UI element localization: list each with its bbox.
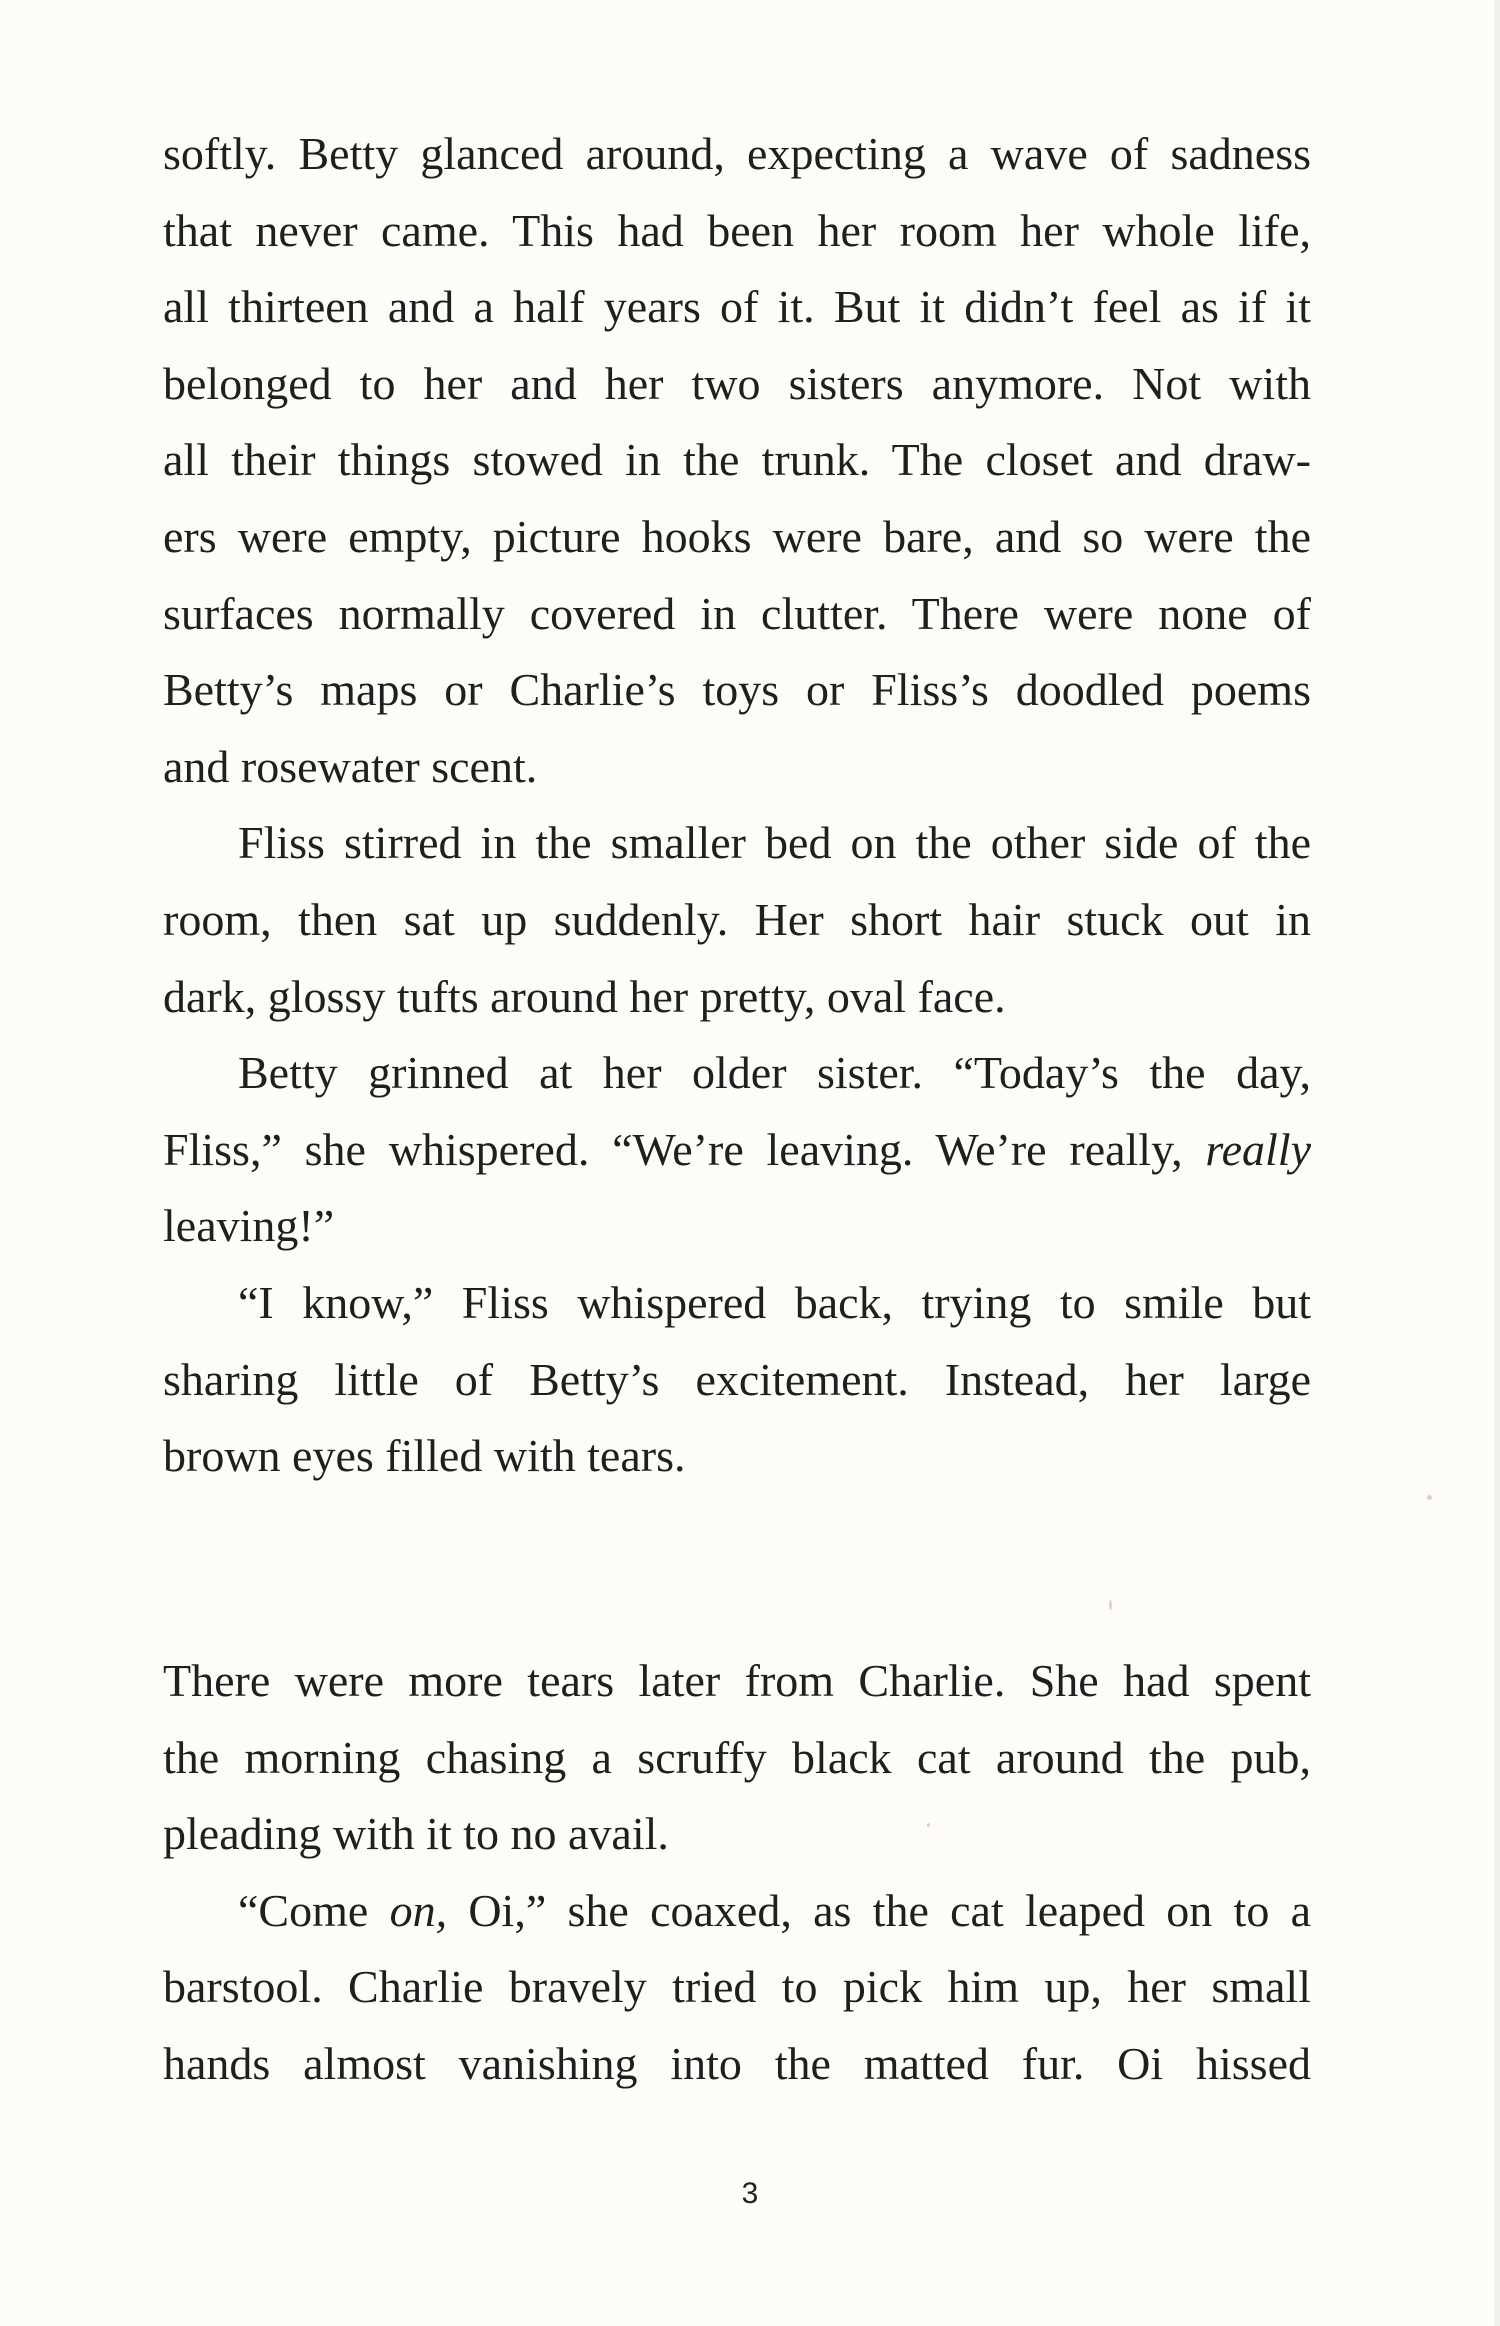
text-line: sharing little of Betty’s excitement. Instead, her large [163, 1353, 1311, 1405]
text-line: Betty grinned at her older sister. “Today’s the day, [238, 1047, 1311, 1099]
text-line: brown eyes filled with tears. [163, 1430, 686, 1482]
text-run: Fliss,” she whispered. “We’re leaving. We’re really, [163, 1123, 1206, 1175]
text-line: belonged to her and her two sisters anymore. Not with [163, 357, 1311, 409]
text-line: “I know,” Fliss whispered back, trying to smile but [238, 1276, 1311, 1328]
text-line: the morning chasing a scruffy black cat around the pub, [163, 1731, 1311, 1783]
text-line: that never came. This had been her room her whole life, [163, 204, 1311, 256]
text-line: all their things stowed in the trunk. The closet and draw- [163, 434, 1311, 486]
text-run: “Come [238, 1884, 390, 1936]
text-line: softly. Betty glanced around, expecting a wave of sadness [163, 128, 1311, 179]
text-line: barstool. Charlie bravely tried to pick him up, her small [163, 1961, 1311, 2013]
scan-speck [1427, 1495, 1432, 1500]
text-line: and rosewater scent. [163, 740, 538, 792]
scan-speck [927, 1823, 930, 1827]
text-line: Fliss stirred in the smaller bed on the other side of the [238, 817, 1311, 869]
text-line: surfaces normally covered in clutter. There were none of [163, 587, 1311, 639]
text-line: Betty’s maps or Charlie’s toys or Fliss’s doodled poems [163, 664, 1311, 716]
text-line: room, then sat up suddenly. Her short hair stuck out in [163, 893, 1311, 945]
text-line: pleading with it to no avail. [163, 1808, 669, 1860]
text-line [163, 1873, 1311, 1950]
text-line: There were more tears later from Charlie. She had spent [163, 1655, 1311, 1706]
text-line: ers were empty, picture hooks were bare, and so were the [163, 510, 1311, 562]
scan-edge [1494, 0, 1500, 2326]
emphasis-text: really [1205, 1123, 1311, 1175]
text-run: Oi,” she coaxed, as the cat leaped on to a [447, 1884, 1311, 1936]
text-line [163, 1112, 1311, 1189]
text-line: dark, glossy tufts around her pretty, oval face. [163, 970, 1006, 1022]
emphasis-text: on, [389, 1884, 448, 1936]
scan-speck [1109, 1600, 1112, 1610]
text-section-2 [163, 1643, 1311, 2103]
text-section-1 [163, 116, 1311, 1495]
text-line: all thirteen and a half years of it. But it didn’t feel as if it [163, 281, 1311, 333]
page-number: 3 [741, 2177, 759, 2210]
text-line: leaving!” [163, 1200, 335, 1252]
text-line: hands almost vanishing into the matted fur. Oi hissed [163, 2037, 1311, 2089]
